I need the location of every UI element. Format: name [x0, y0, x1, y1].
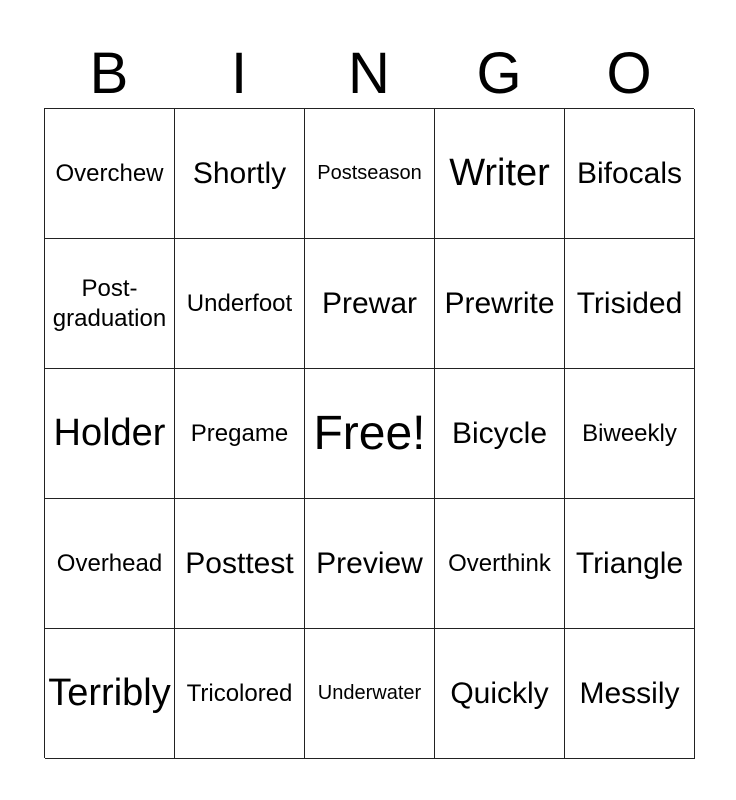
bingo-cell-r5c2[interactable]: Tricolored [175, 629, 305, 759]
bingo-board [44, 108, 694, 758]
bingo-cell-r3c5[interactable]: Biweekly [565, 369, 695, 499]
bingo-cell-r2c2[interactable]: Underfoot [175, 239, 305, 369]
bingo-cell-r1c3[interactable]: Postseason [305, 109, 435, 239]
bingo-cell-r2c3[interactable]: Prewar [305, 239, 435, 369]
bingo-header [44, 40, 694, 108]
bingo-cell-r3c1[interactable]: Holder [45, 369, 175, 499]
bingo-cell-r1c4[interactable]: Writer [435, 109, 565, 239]
header-letter-i: I [230, 41, 248, 106]
bingo-cell-r2c4[interactable]: Prewrite [435, 239, 565, 369]
bingo-cell-r3c2[interactable]: Pregame [175, 369, 305, 499]
bingo-cell-r5c3[interactable]: Underwater [305, 629, 435, 759]
header-letter-o: O [606, 41, 652, 106]
bingo-cell-r1c2[interactable]: Shortly [175, 109, 305, 239]
bingo-cell-r5c5[interactable]: Messily [565, 629, 695, 759]
header-letter-n: N [348, 41, 390, 106]
header-letter-b: B [89, 41, 129, 106]
bingo-cell-r1c1[interactable]: Overchew [45, 109, 175, 239]
bingo-cell-r1c5[interactable]: Bifocals [565, 109, 695, 239]
bingo-cell-r5c4[interactable]: Quickly [435, 629, 565, 759]
bingo-cell-free[interactable]: Free! [305, 369, 435, 499]
bingo-cell-r4c4[interactable]: Overthink [435, 499, 565, 629]
bingo-cell-r2c5[interactable]: Trisided [565, 239, 695, 369]
bingo-cell-r4c5[interactable]: Triangle [565, 499, 695, 629]
header-letter-g: G [476, 41, 522, 106]
bingo-cell-r4c1[interactable]: Overhead [45, 499, 175, 629]
bingo-cell-r4c2[interactable]: Posttest [175, 499, 305, 629]
bingo-cell-r4c3[interactable]: Preview [305, 499, 435, 629]
bingo-cell-r5c1[interactable]: Terribly [45, 629, 175, 759]
bingo-cell-r3c4[interactable]: Bicycle [435, 369, 565, 499]
bingo-cell-r2c1[interactable]: Post- graduation [45, 239, 175, 369]
